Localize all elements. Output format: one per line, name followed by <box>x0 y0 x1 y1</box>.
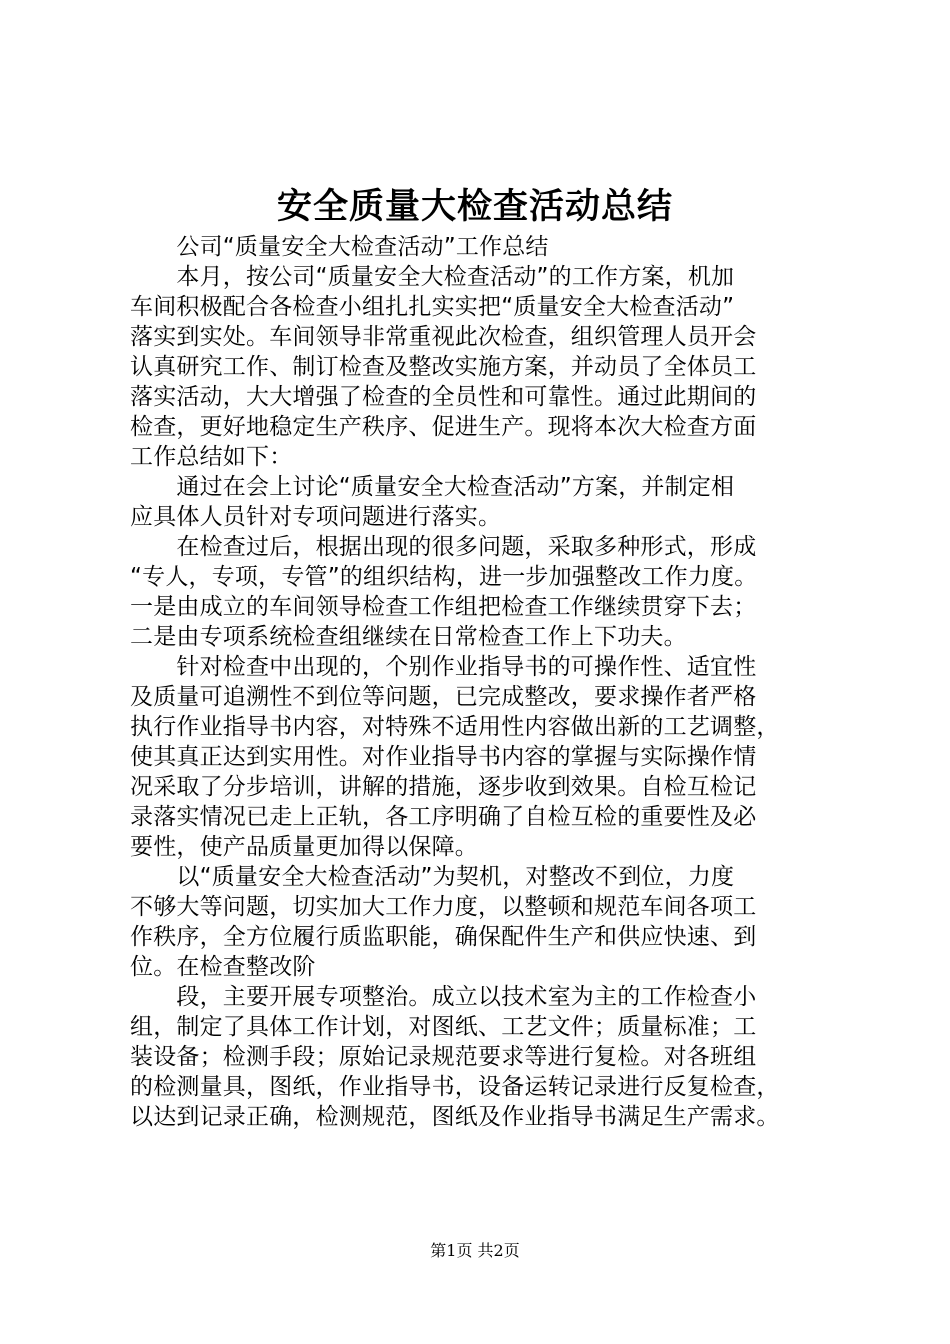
document-body <box>130 232 830 1132</box>
document-title: 安全质量大检查活动总结 <box>276 186 673 227</box>
text-line: 以达到记录正确，检测规范，图纸及作业指导书满足生产需求。 <box>130 1104 780 1130</box>
text-line: 及质量可追溯性不到位等问题，已完成整改，要求操作者严格 <box>130 684 757 710</box>
text-line: 检查，更好地稳定生产秩序、促进生产。现将本次大检查方面 <box>130 414 757 440</box>
text-line: 以“质量安全大检查活动”为契机，对整改不到位，力度 <box>130 864 735 890</box>
text-line: 二是由专项系统检查组继续在日常检查工作上下功夫。 <box>130 624 687 650</box>
text-line: 落实到实处。车间领导非常重视此次检查，组织管理人员开会 <box>130 324 757 350</box>
text-line: 执行作业指导书内容，对特殊不适用性内容做出新的工艺调整， <box>130 714 780 740</box>
text-line: 的检测量具，图纸，作业指导书，设备运转记录进行反复检查， <box>130 1074 780 1100</box>
text-line: 组，制定了具体工作计划，对图纸、工艺文件；质量标准；工 <box>130 1014 757 1040</box>
text-line: “专人，专项，专管”的组织结构，进一步加强整改工作力度。 <box>130 564 758 590</box>
text-line: 况采取了分步培训，讲解的措施，逐步收到效果。自检互检记 <box>130 774 757 800</box>
text-line: 要性，使产品质量更加得以保障。 <box>130 834 478 860</box>
text-line: 落实活动，大大增强了检查的全员性和可靠性。通过此期间的 <box>130 384 757 410</box>
text-line: 作秩序，全方位履行质监职能，确保配件生产和供应快速、到 <box>130 924 757 950</box>
text-line: 认真研究工作、制订检查及整改实施方案，并动员了全体员工 <box>130 354 757 380</box>
text-line: 位。在检查整改阶 <box>130 954 316 980</box>
text-line: 本月，按公司“质量安全大检查活动”的工作方案，机加 <box>130 264 735 290</box>
text-line: 通过在会上讨论“质量安全大检查活动”方案，并制定相 <box>130 474 735 500</box>
text-line: 装设备；检测手段；原始记录规范要求等进行复检。对各班组 <box>130 1044 757 1070</box>
text-line: 应具体人员针对专项问题进行落实。 <box>130 504 502 530</box>
text-line: 使其真正达到实用性。对作业指导书内容的掌握与实际操作情 <box>130 744 757 770</box>
text-line: 一是由成立的车间领导检查工作组把检查工作继续贯穿下去； <box>130 594 757 620</box>
text-line: 工作总结如下： <box>130 444 293 470</box>
text-line: 段，主要开展专项整治。成立以技术室为主的工作检查小 <box>130 984 757 1010</box>
text-line: 公司“质量安全大检查活动”工作总结 <box>130 234 549 260</box>
text-line: 针对检查中出现的，个别作业指导书的可操作性、适宜性 <box>130 654 757 680</box>
text-line: 录落实情况已走上正轨，各工序明确了自检互检的重要性及必 <box>130 804 757 830</box>
text-line: 不够大等问题，切实加大工作力度，以整顿和规范车间各项工 <box>130 894 757 920</box>
page-footer: 第1页 共2页 <box>430 1241 520 1260</box>
text-line: 车间积极配合各检查小组扎扎实实把“质量安全大检查活动” <box>130 294 735 320</box>
text-line: 在检查过后，根据出现的很多问题，采取多种形式，形成 <box>130 534 757 560</box>
